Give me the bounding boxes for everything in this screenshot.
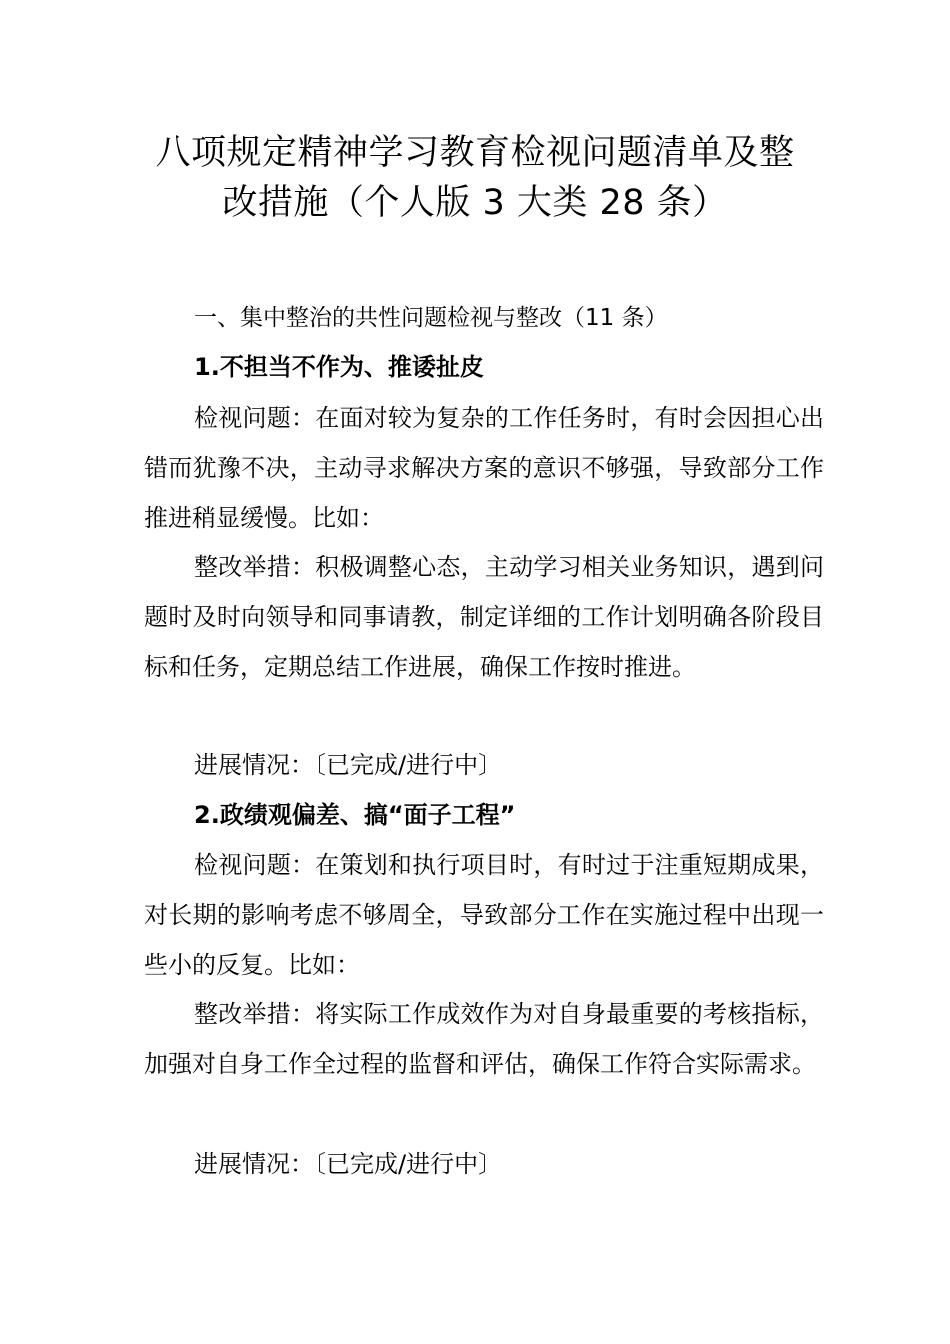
item-2-title: 2.政绩观偏差、搞“面子工程” <box>194 801 516 829</box>
document-title <box>100 128 850 228</box>
item-2-problem: 检视问题：在策划和执行项目时，有时过于注重短期成果，对长期的影响考虑不够周全，导致部分工作在实施过程中出现一些小的反复。比如： <box>144 851 824 979</box>
item-1-status: 进展情况：〔已完成/进行中〕 <box>194 751 503 779</box>
item-2-measure: 整改举措：将实际工作成效作为对自身最重要的考核指标，加强对自身工作全过程的监督和评估，确保工作符合实际需求。 <box>144 1000 824 1078</box>
item-2-status: 进展情况：〔已完成/进行中〕 <box>194 1150 503 1178</box>
title-line-1: 八项规定精神学习教育检视问题清单及整 <box>155 133 795 173</box>
item-1-title: 1.不担当不作为、推诿扯皮 <box>194 353 484 381</box>
item-1-problem: 检视问题：在面对较为复杂的工作任务时，有时会因担心出错而犹豫不决，主动寻求解决方案的意识不够强，导致部分工作推进稍显缓慢。比如： <box>144 404 824 532</box>
item-1-measure: 整改举措：积极调整心态，主动学习相关业务知识，遇到问题时及时向领导和同事请教，制定详细的工作计划明确各阶段目标和任务，定期总结工作进展，确保工作按时推进。 <box>144 553 824 681</box>
title-line-2: 改措施（个人版 3 大类 28 条） <box>222 183 728 223</box>
section-heading: 一、集中整治的共性问题检视与整改（11 条） <box>194 305 668 331</box>
